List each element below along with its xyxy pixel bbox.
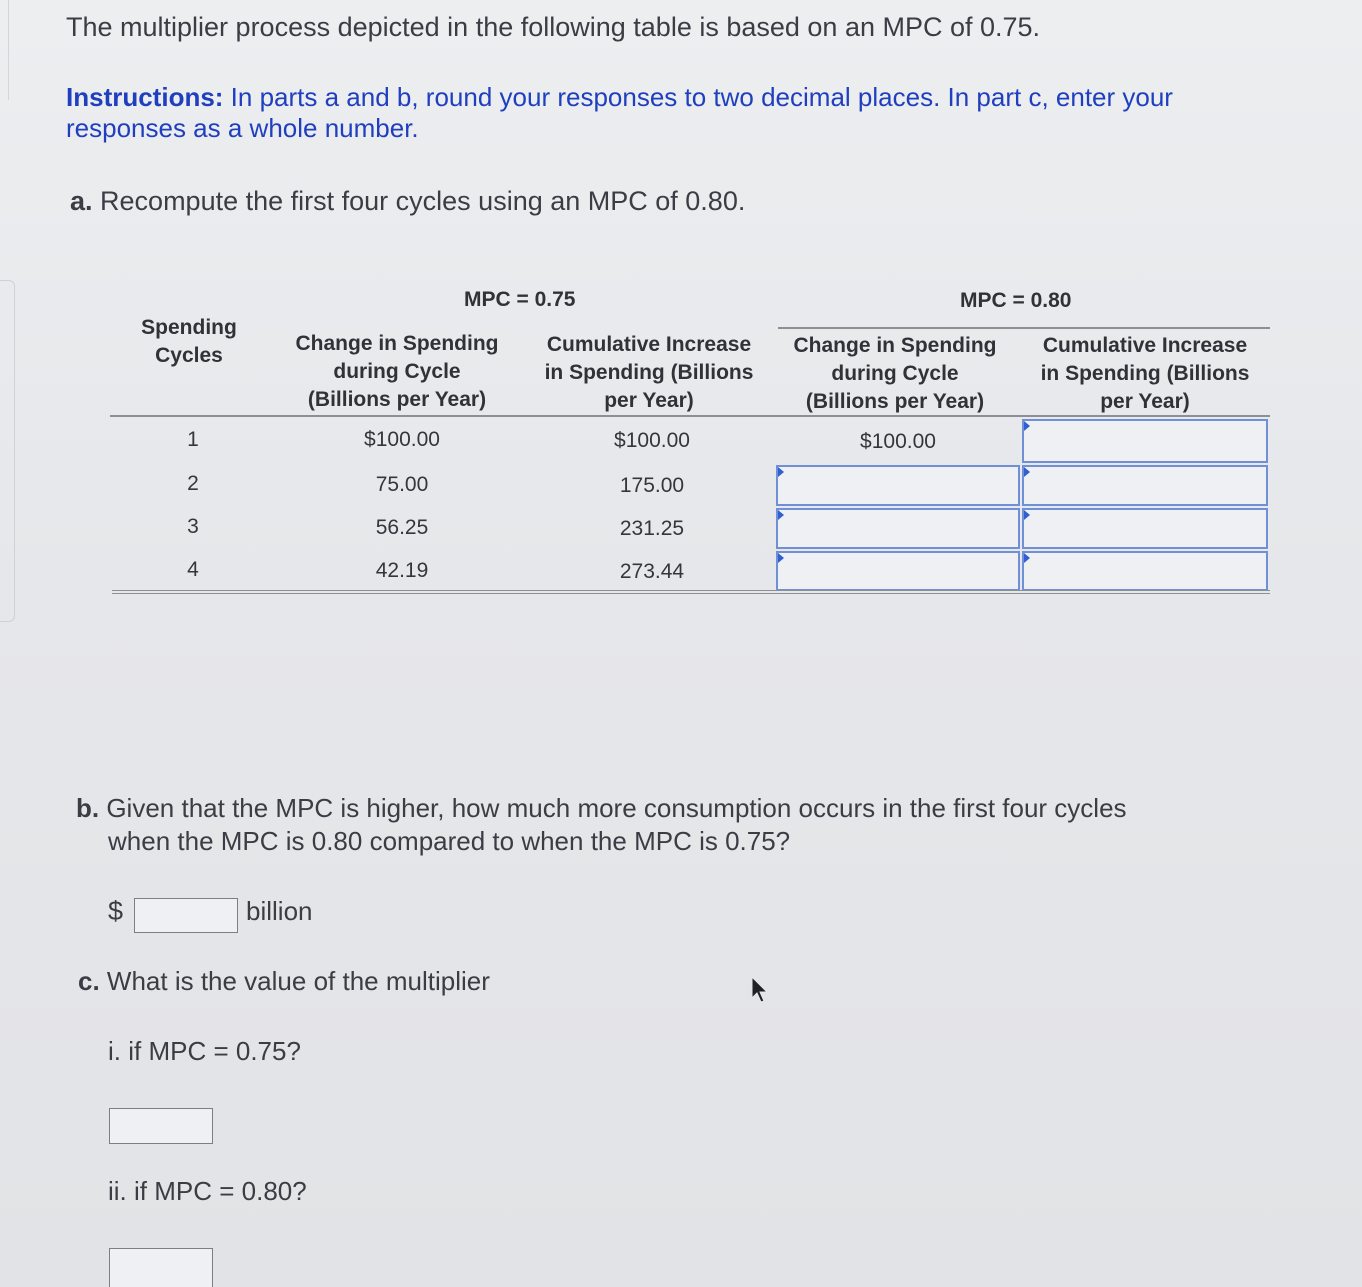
change-080-cell: $100.00 (860, 430, 936, 453)
part-c-question (78, 966, 490, 997)
col-header-cycles: Spending Cycles (141, 316, 237, 367)
instructions-label: Instructions: (66, 82, 224, 112)
cycle-cell: 2 (187, 472, 199, 495)
cumulative-cell: 231.25 (619, 517, 685, 540)
change-080-input-3[interactable] (776, 508, 1020, 549)
change-cell: 56.25 (375, 516, 429, 539)
part-c-q1: i. if MPC = 0.75? (108, 1036, 301, 1066)
change-cell: 75.00 (375, 473, 429, 496)
cycle-cell: 4 (187, 558, 199, 581)
part-b-line2: when the MPC is 0.80 compared to when the MPC is 0.75? (108, 826, 791, 856)
part-c-letter: c. (78, 966, 100, 996)
group-header-mpc-075: MPC = 0.75 (464, 288, 576, 311)
change-cell: 42.19 (375, 559, 429, 582)
col-header-cumulative-080: Cumulative Increase in Spending (Billions per Year) (1040, 334, 1250, 413)
part-b-letter: b. (76, 793, 100, 823)
part-a-text: Recompute the first four cycles using an MPC of 0.80. (92, 186, 746, 216)
col-header-cumulative-075: Cumulative Increase in Spending (Billions per Year) (544, 333, 754, 412)
col-header-change-075: Change in Spending during Cycle (Billions per Year) (295, 332, 499, 411)
part-c-text: What is the value of the multiplier (99, 966, 490, 996)
header-rule (110, 415, 1270, 417)
change-080-input-2[interactable] (776, 465, 1020, 506)
consumption-difference-input[interactable] (134, 898, 238, 933)
multiplier-075-input[interactable] (109, 1108, 213, 1144)
cumulative-cell: 273.44 (619, 560, 685, 583)
cumulative-080-input-4[interactable] (1022, 551, 1268, 591)
edge-mark (0, 0, 9, 100)
cumulative-080-input-2[interactable] (1022, 465, 1268, 506)
part-a-letter: a. (70, 186, 93, 216)
cumulative-080-input-3[interactable] (1022, 508, 1268, 549)
part-c-q2: ii. if MPC = 0.80? (108, 1176, 307, 1206)
part-a-question (70, 186, 745, 217)
group-rule (778, 327, 1270, 329)
cumulative-cell: $100.00 (614, 429, 690, 452)
cumulative-cell: 175.00 (619, 474, 685, 497)
change-080-input-4[interactable] (776, 551, 1020, 591)
mouse-cursor-icon (750, 976, 768, 1004)
col-header-change-080: Change in Spending during Cycle (Billions per Year) (793, 334, 997, 413)
part-b-line1: Given that the MPC is higher, how much more consumption occurs in the first four cycles (99, 793, 1127, 823)
table-bottom-rule (112, 590, 1270, 594)
billion-label: billion (246, 896, 313, 926)
dollar-sign: $ (108, 896, 124, 926)
intro-text: The multiplier process depicted in the following table is based on an MPC of 0.75. (66, 12, 1041, 42)
part-b-question (76, 792, 1276, 858)
instructions (66, 82, 1246, 144)
multiplier-080-input[interactable] (109, 1248, 213, 1287)
cycle-cell: 1 (187, 428, 199, 451)
change-cell: $100.00 (364, 428, 440, 451)
cumulative-080-input-1[interactable] (1022, 419, 1268, 463)
instructions-text: In parts a and b, round your responses to two decimal places. In part c, enter your responses as a whole number. (66, 82, 1173, 143)
edge-mark (0, 280, 15, 622)
group-header-mpc-080: MPC = 0.80 (960, 289, 1072, 312)
cycle-cell: 3 (187, 515, 199, 538)
